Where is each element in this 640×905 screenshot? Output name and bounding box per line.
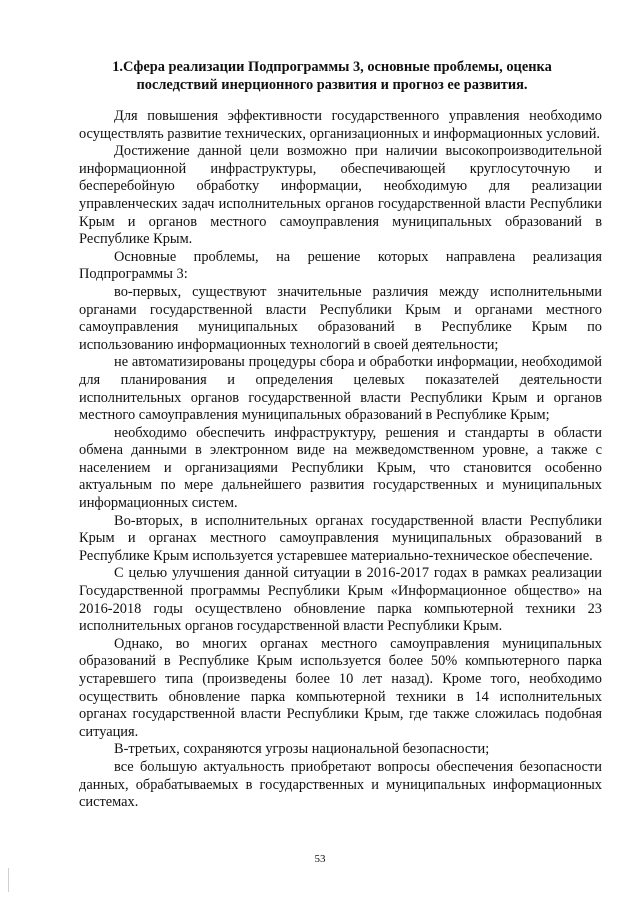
paragraph-5: не автоматизированы процедуры сбора и обработки информации, необходимой для планирования и определения целевых показателей деятельности исполнительных органов государственной власти Республики Крым и органов местного самоуправления муниципальных образований в Республике Крым; bbox=[79, 354, 602, 424]
paragraph-8: С целью улучшения данной ситуации в 2016-2017 годах в рамках реализации Государственной программы Республики Крым «Информационное общество» на 2016-2018 годы осуществлено обновление парка компьютерной техники 23 исполнительных органов государственной власти Республики Крым. bbox=[79, 565, 602, 635]
paragraph-7: Во-вторых, в исполнительных органах государственной власти Республики Крым и органах местного самоуправления муниципальных образований в Республике Крым используется устаревшее материально-техническое обеспечение. bbox=[79, 512, 602, 564]
scan-margin-mark bbox=[8, 868, 9, 892]
paragraph-4: во-первых, существуют значительные различия между исполнительными органами государственной власти Республики Крым и органами местного самоуправления муниципальных образований в Республике Крым по использованию информационных технологий в своей деятельности; bbox=[79, 283, 602, 353]
paragraph-11: все большую актуальность приобретают вопросы обеспечения безопасности данных, обрабатываемых в государственных и муниципальных информационных системах. bbox=[79, 758, 602, 811]
body-text bbox=[79, 108, 602, 812]
paragraph-10: В-третьих, сохраняются угрозы национальной безопасности; bbox=[114, 741, 490, 758]
page-number: 53 bbox=[314, 853, 326, 865]
section-heading: 1.Сфера реализации Подпрограммы 3, основные проблемы, оценка последствий инерционного развития и прогноз ее развития. bbox=[112, 59, 552, 93]
paragraph-3: Основные проблемы, на решение которых направлена реализация Подпрограммы 3: bbox=[79, 248, 602, 283]
paragraph-2: Достижение данной цели возможно при наличии высокопроизводительной информационной инфраструктуры, обеспечивающей круглосуточную и бесперебойную обработку информации, необходимую для реализации управленческих задач исполнительных органов государственной власти Республики Крым и органов местного самоуправления муниципальных образований в Республике Крым. bbox=[79, 143, 602, 248]
paragraph-6: необходимо обеспечить инфраструктуру, решения и стандарты в области обмена данными в электронном виде на межведомственном уровне, а также с населением и организациями Республики Крым, что становится особенно актуальным по мере дальнейшего развития государственных и муниципальных информационных систем. bbox=[79, 424, 602, 512]
paragraph-9: Однако, во многих органах местного самоуправления муниципальных образований в Республике Крым используется более 50% компьютерного парка устаревшего типа (произведены более 10 лет назад). Кроме того, необходимо осуществить обновление парка компьютерной техники в 14 исполнительных органах государственной власти Республики Крым, где также сложилась подобная ситуация. bbox=[79, 635, 602, 740]
paragraph-1: Для повышения эффективности государственного управления необходимо осуществлять развитие технических, организационных и информационных условий. bbox=[79, 108, 602, 142]
